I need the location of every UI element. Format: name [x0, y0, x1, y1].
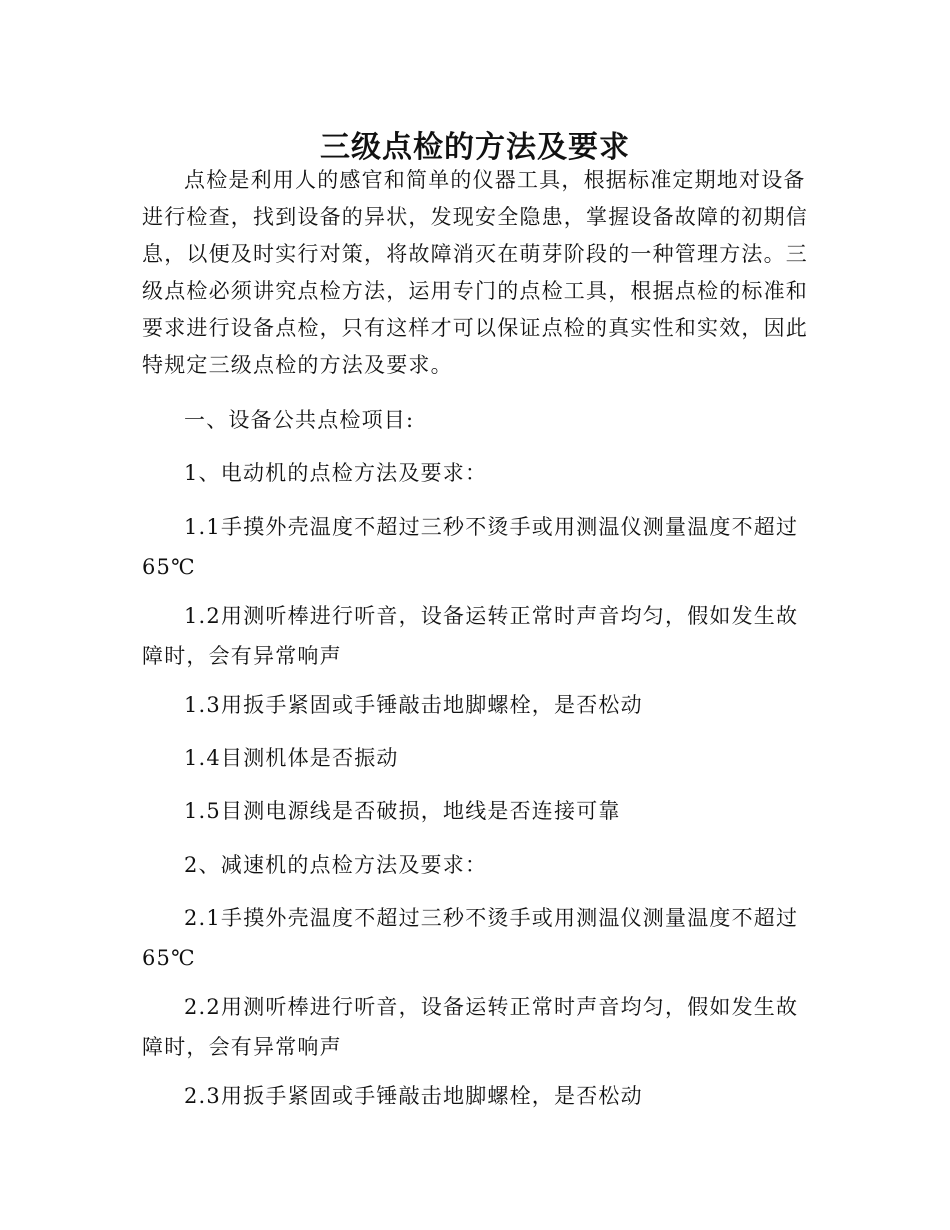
list-item-1-1: 1.1手摸外壳温度不超过三秒不烫手或用测温仪测量温度不超过65℃: [142, 515, 799, 579]
document-title: 三级点检的方法及要求: [320, 130, 630, 166]
list-item-2-2: 2.2用测听棒进行听音，设备运转正常时声音均匀，假如发生故障时，会有异常响声: [142, 995, 799, 1059]
section-heading-public-inspection: 一、设备公共点检项目:: [184, 408, 415, 432]
list-item-2-3: 2.3用扳手紧固或手锤敲击地脚螺栓，是否松动: [184, 1084, 643, 1108]
subsection-heading-reducer: 2、减速机的点检方法及要求：: [184, 853, 488, 877]
subsection-heading-motor: 1、电动机的点检方法及要求：: [184, 461, 488, 485]
list-item-2-1: 2.1手摸外壳温度不超过三秒不烫手或用测温仪测量温度不超过65℃: [142, 906, 799, 970]
list-item-1-4: 1.4目测机体是否振动: [184, 746, 399, 770]
list-item-1-5: 1.5目测电源线是否破损，地线是否连接可靠: [184, 799, 621, 823]
intro-paragraph: 点检是利用人的感官和简单的仪器工具，根据标准定期地对设备进行检查，找到设备的异状，发现安全隐患，掌握设备故障的初期信息，以便及时实行对策，将故障消灭在萌芽阶段的一种管理方法。三级点检必须讲究点检方法，运用专门的点检工具，根据点检的标准和要求进行设备点检，只有这样才可以保证点检的真实性和实效，因此特规定三级点检的方法及要求。: [142, 168, 808, 377]
list-item-1-3: 1.3用扳手紧固或手锤敲击地脚螺栓，是否松动: [184, 693, 643, 717]
list-item-1-2: 1.2用测听棒进行听音，设备运转正常时声音均匀，假如发生故障时，会有异常响声: [142, 604, 799, 668]
